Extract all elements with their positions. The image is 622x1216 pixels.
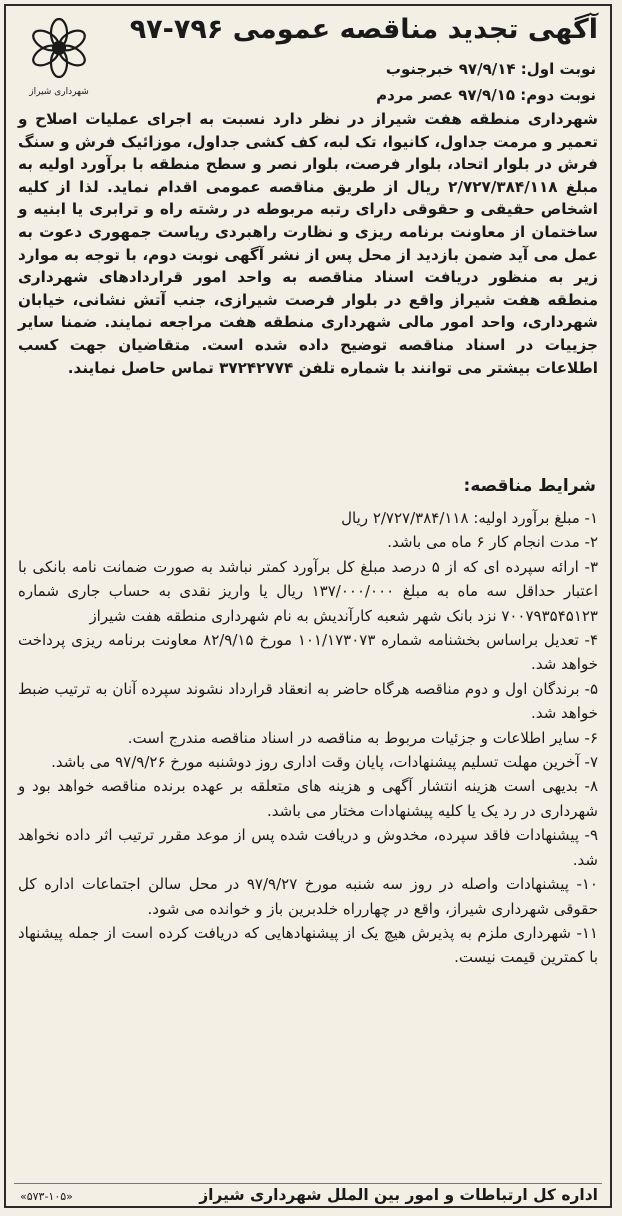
condition-item: ۷- آخرین مهلت تسلیم پیشنهادات، پایان وقت اداری روز دوشنبه مورخ ۹۷/۹/۲۶ می باشد.	[51, 753, 598, 772]
condition-item: ۱۱- شهرداری ملزم به پذیرش هیچ یک از پیشنهادهایی که دریافت کرده است از جمله پیشنهاد با کمترین قیمت نیست.	[18, 923, 598, 967]
condition-item: ۳- ارائه سپرده ای که از ۵ درصد مبلغ کل برآورد کمتر نباشد به صورت ضمانت نامه بانکی با اعتبار حداقل سه ماه به مبلغ ۱۳۷/۰۰۰/۰۰۰ ریال یا واریز نقدی به حساب جاری شماره ۷۰۰۷۹۳۵۴۵۱۲۳ نزد بانک شهر شعبه کارآندیش به نام شهرداری منطقه هفت شیراز	[18, 557, 598, 625]
first-notice: نوبت اول: ۹۷/۹/۱۴ خبرجنوب	[385, 60, 596, 78]
condition-item: ۴- تعدیل براساس بخشنامه شماره ۱۰۱/۱۷۳۰۷۳ مورخ ۸۲/۹/۱۵ معاونت برنامه ریزی پرداخت خواهد شد.	[18, 631, 598, 674]
condition-item: ۶- سایر اطلاعات و جزئیات مربوط به مناقصه در اسناد مناقصه مندرج است.	[127, 728, 598, 747]
ad-frame	[4, 4, 612, 1208]
ad-body-paragraph: شهرداری منطقه هفت شیراز در نظر دارد نسبت به اجرای عملیات اصلاح و تعمیر و مرمت جداول، کانیوا، تک لبه، کف کشی جداول، موزائیک فرش و سنگ فرش در بلوار اتحاد، بلوار فرصت، بلوار نصر و سطح منطقه با برآورد اولیه به مبلغ ۲/۷۲۷/۳۸۴/۱۱۸ ریال از طریق مناقصه عمومی اقدام نماید. لذا از کلیه اشخاص حقیقی و حقوقی دارای رتبه مربوطه در رشته راه و ترابری یا ابنیه و ساختمان از معاونت برنامه ریزی و نظارت راهبردی ریاست جمهوری دعوت به عمل می آید ضمن بازدید از محل پس از نشر آگهی نوبت دوم، با توجه به موارد زیر به منظور دریافت اسناد مناقصه به واحد امور قراردادهای شهرداری منطقه هفت شیراز واقع در بلوار فرصت شیرازی، جنب آتش نشانی، خیابان شهرداری، واحد امور مالی شهرداری منطقه هفت مراجعه نمایند. ضمنا سایر جزییات در اسناد مناقصه توضیح داده شده است. متقاضیان جهت کسب اطلاعات بیشتر می توانند با شماره تلفن ۳۷۲۴۲۷۷۴ تماس حاصل نمایند.	[18, 110, 599, 377]
condition-item: ۱- مبلغ برآورد اولیه: ۲/۷۲۷/۳۸۴/۱۱۸ ریال	[341, 509, 598, 527]
shiraz-municipality-logo-icon	[14, 16, 104, 98]
footer-divider	[14, 1183, 602, 1184]
condition-item: ۹- پیشنهادات فاقد سپرده، مخدوش و دریافت شده پس از موعد مقرر ترتیب اثر داده نخواهد شد.	[18, 826, 598, 869]
ad-header	[6, 6, 610, 106]
condition-item: ۲- مدت انجام کار ۶ ماه می باشد.	[387, 533, 598, 552]
condition-item: ۱۰- پیشنهادات واصله در روز سه شنبه مورخ ۹۷/۹/۲۷ در محل سالن اجتماعات اداره کل حقوقی شهرداری شیراز، واقع در چهارراه خلدبرین باز و خوانده می شود.	[18, 875, 598, 918]
condition-item: ۵- برندگان اول و دوم مناقصه هرگاه حاضر به انعقاد قرارداد نشوند سپرده آنان به ترتیب ضبط خواهد شد.	[18, 679, 598, 723]
second-notice: نوبت دوم: ۹۷/۹/۱۵ عصر مردم	[376, 86, 596, 104]
ad-title: آگهی تجدید مناقصه عمومی ۷۹۶-۹۷	[129, 14, 598, 45]
conditions-list	[18, 506, 598, 970]
issuer-line: اداره کل ارتباطات و امور بین الملل شهرداری شیراز	[199, 1186, 598, 1204]
conditions-heading: شرایط مناقصه:	[463, 476, 596, 496]
logo-caption: شهرداری شیراز	[29, 87, 89, 97]
condition-item: ۸- بدیهی است هزینه انتشار آگهی و هزینه های متعلقه بر عهده برنده مناقصه خواهد بود و شهرداری در رد یک یا کلیه پیشنهادات مختار می باشد.	[18, 777, 598, 820]
reference-code: «۵۷۳-۱۰۵»	[20, 1190, 73, 1203]
